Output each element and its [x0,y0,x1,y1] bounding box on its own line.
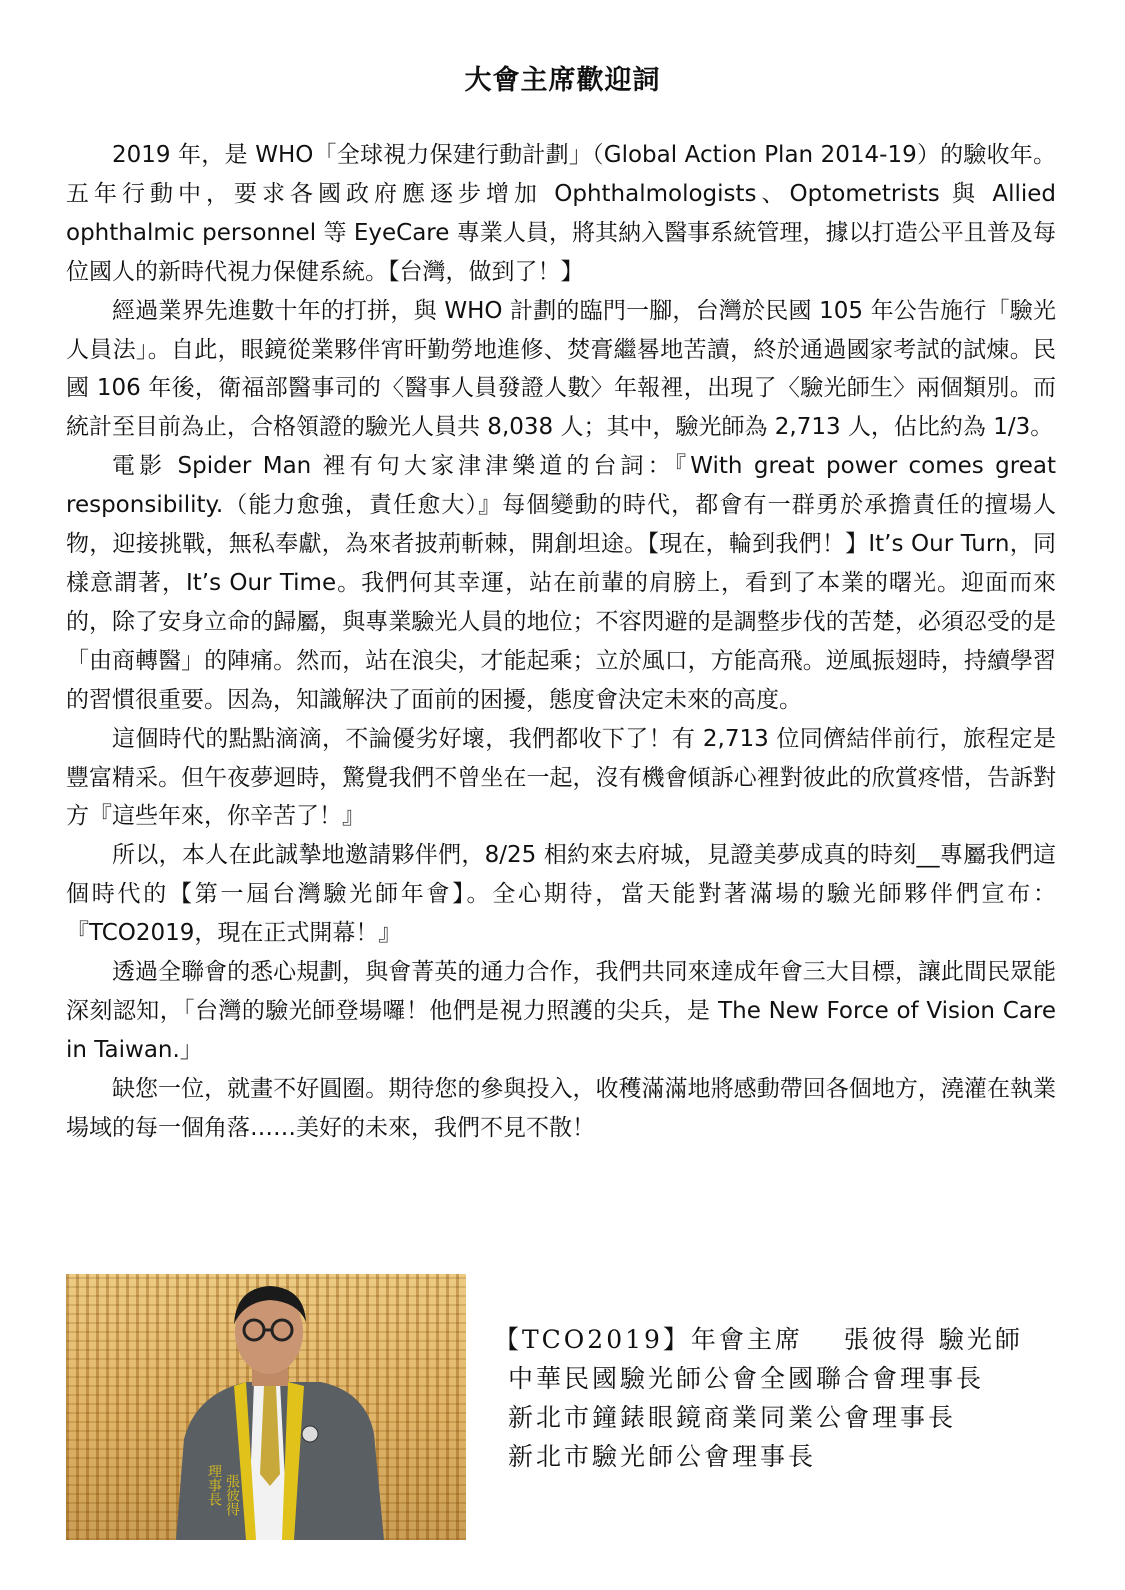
signature-role: 【TCO2019】年會主席 [494,1325,803,1354]
paragraph-2: 經過業界先進數十年的打拼，與 WHO 計劃的臨門一腳，台灣於民國 105 年公告施行「驗光人員法」。自此，眼鏡從業夥伴宵旰勤勞地進修、焚膏繼晷地苦讀，終於通過國家考試的試煉。民國 106 年後，衛福部醫事司的〈醫事人員發證人數〉年報裡，出現了〈驗光師生〉兩個類別。而統計至目前為止，合格領證的驗光人員共 8,038 人；其中，驗光師為 2,713 人，佔比約為 1/3。 [66,297,1056,441]
vest-embroidery: 理事長 [206,1464,222,1506]
letter-body [66,136,1056,1148]
paragraph-7: 缺您一位，就畫不好圓圈。期待您的參與投入，收穫滿滿地將感動帶回各個地方，澆灌在執業場域的每一個角落……美好的未來，我們不見不散！ [66,1075,1056,1141]
paragraph-6: 透過全聯會的悉心規劃，與會菁英的通力合作，我們共同來達成年會三大目標，讓此間民眾能深刻認知，「台灣的驗光師登場囉！他們是視力照護的尖兵，是 The New Force of Vision Care in Taiwan.」 [66,959,1056,1063]
signature-name: 張彼得 驗光師 [843,1325,1023,1354]
badge-icon [302,1426,318,1442]
paragraph-4: 這個時代的點點滴滴，不論優劣好壞，我們都收下了！有 2,713 位同儕結伴前行，旅程定是豐富精采。但午夜夢迴時，驚覺我們不曾坐在一起，沒有機會傾訴心裡對彼此的欣賞疼惜，告訴對方『這些年來，你辛苦了！』 [66,725,1056,830]
paragraph-1: 2019 年，是 WHO「全球視力保建行動計劃」（Global Action Plan 2014-19）的驗收年。五年行動中，要求各國政府應逐步增加 Ophthalmologists、Optometrists 與 Allied ophthalmic personnel 等 EyeCare 專業人員，將其納入醫事系統管理，據以打造公平且普及每位國人的新時代視力保健系統。【台灣，做到了！】 [66,142,1056,285]
vest-embroidery-name: 張彼得 [224,1474,240,1516]
signature-title-3: 新北市驗光師公會理事長 [508,1442,817,1471]
chairman-figure [66,1274,466,1540]
signature-title-2: 新北市鐘錶眼鏡商業同業公會理事長 [508,1403,957,1432]
page-title: 大會主席歡迎詞 [464,65,661,96]
signature-heading [494,1320,1023,1359]
signature-block [494,1320,1023,1476]
paragraph-3: 電影 Spider Man 裡有句大家津津樂道的台詞：『With great power comes great responsibility.（能力愈強，責任愈大）』每個變動的時代，都會有一群勇於承擔責任的擅場人物，迎接挑戰，無私奉獻，為來者披荊斬棘，開創坦途。【現在，輪到我們！】It’s Our Turn，同樣意謂著，It’s Our Time。我們何其幸運，站在前輩的肩膀上，看到了本業的曙光。迎面而來的，除了安身立命的歸屬，與專業驗光人員的地位；不容閃避的是調整步伐的苦楚，必須忍受的是「由商轉醫」的陣痛。然而，站在浪尖，才能起乘；立於風口，方能高飛。逆風振翅時，持續學習的習慣很重要。因為，知識解決了面前的困擾，態度會決定未來的高度。 [66,453,1056,713]
paragraph-5: 所以，本人在此誠摯地邀請夥伴們，8/25 相約來去府城，見證美夢成真的時刻__專屬我們這個時代的【第一屆台灣驗光師年會】。全心期待，當天能對著滿場的驗光師夥伴們宣布：『TCO2019，現在正式開幕！』 [66,842,1056,947]
chairman-portrait-photo [66,1274,466,1540]
signature-title-1: 中華民國驗光師公會全國聯合會理事長 [508,1364,985,1393]
